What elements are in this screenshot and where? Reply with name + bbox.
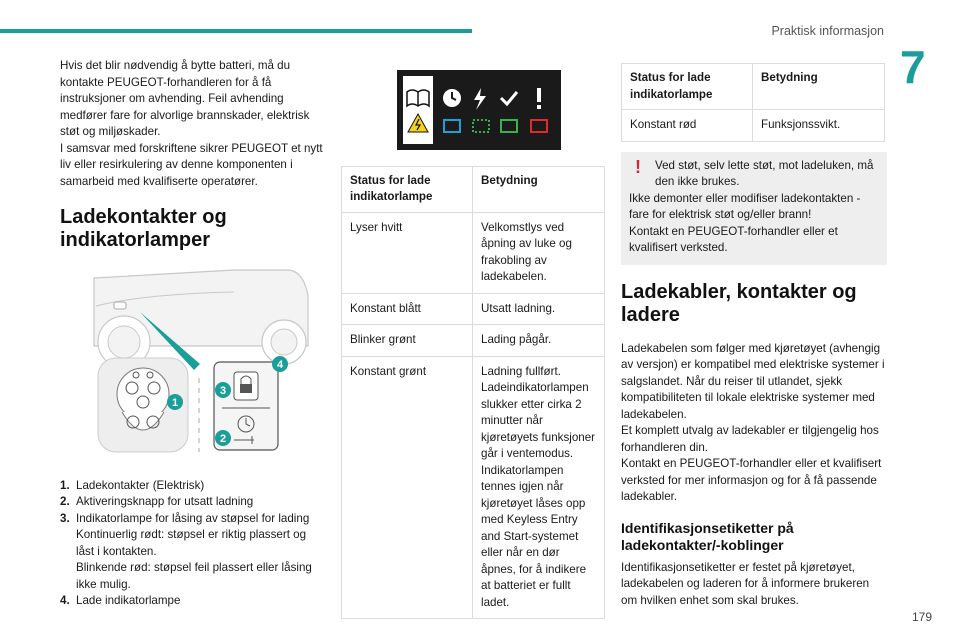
warning-box: [621, 152, 887, 265]
legend-list: [60, 478, 324, 610]
callout-badge-2: [215, 430, 231, 446]
svg-text:3: 3: [219, 385, 227, 397]
body-paragraph-3: Kontakt en PEUGEOT-forhandler eller et kvalifisert verksted for mer informasjon og for å få passende ladekabler.: [621, 457, 882, 503]
svg-text:1: 1: [171, 397, 179, 409]
chapter-number: 7: [900, 41, 926, 93]
table-row: Lyser hvitt Velkomstlys ved åpning av luke og frakobling av ladekabelen.: [342, 212, 605, 293]
warning-text-2: Ikke demonter eller modifiser ladekontakten - fare for elektrisk støt og/eller brann!: [629, 191, 861, 221]
section-heading-charging-sockets: Ladekontakter og indikatorlamper: [60, 206, 227, 251]
callout-badge-1: [167, 394, 183, 410]
manual-book-icon: [403, 76, 433, 144]
table-row: Konstant rød Funksjonssvikt.: [622, 110, 885, 142]
table-header-status: Status for lade indikatorlampe: [622, 64, 753, 110]
table-header-meaning: Betydning: [473, 166, 605, 212]
status-table: [341, 166, 605, 620]
indicator-lamp-panel: [397, 70, 561, 150]
table-row: Konstant grønt Ladning fullført. Ladeindikatorlampen slukker etter cirka 2 minutter når kjøretøyets funksjoner går i ventemodus. Indikatorlampen tennes igjen når kjøretøyet låses opp med Keyless Entry and Start-systemet eller når en dør åpnes, for å indikere at batteriet er fullt ladet.: [342, 356, 605, 619]
intro-paragraph-1: Hvis det blir nødvendig å bytte batteri, må du kontakte PEUGEOT-forhandleren for å få instruksjoner om avhending. Feil avhending medfører fare for alvorlige brannskader, elektrisk støt og miljøskader.: [60, 59, 310, 138]
svg-text:2: 2: [219, 433, 227, 445]
warning-text-1: Ved støt, selv lette støt, mot ladeluken, må den ikke brukes.: [655, 158, 874, 188]
callout-badge-3: [215, 382, 231, 398]
clock-icon: [443, 89, 461, 107]
page-number: 179: [911, 610, 932, 624]
legend-item: 4. Lade indikatorlampe: [60, 594, 181, 607]
subheading-identification-labels: Identifikasjonsetiketter på ladekontakter/-koblinger: [621, 519, 794, 553]
body-paragraph-2: Et komplett utvalg av ladekabler er tilgjengelig hos forhandleren din.: [621, 424, 879, 454]
column-right: [621, 63, 887, 609]
header-accent-bar: [0, 29, 472, 33]
sub-body-paragraph: Identifikasjonsetiketter er festet på kjøretøyet, ladekabelen og laderen for å informere brukeren om hvilken enhet som skal brukes.: [621, 560, 870, 607]
section-heading-cables: Ladekabler, kontakter og ladere: [621, 280, 857, 326]
warning-exclamation-icon: !: [635, 156, 641, 177]
intro-paragraph-2: I samsvar med forskriftene sikrer PEUGEOT et nytt liv eller resirkulering av denne komponenten i samarbeid med kvalifiserte operatører.: [60, 141, 323, 188]
legend-item: Blinkende rød: støpsel feil plassert eller låsing ikke mulig.: [76, 561, 312, 591]
status-table-continued: [621, 63, 885, 142]
column-middle: [341, 70, 605, 619]
table-header-status: Status for lade indikatorlampe: [342, 166, 473, 212]
warning-text-3: Kontakt en PEUGEOT-forhandler eller et kvalifisert verksted.: [629, 224, 838, 254]
body-paragraph-1: Ladekabelen som følger med kjøretøyet (avhengig av versjon) er kompatibel med elektriske systemer i salgslandet. Når du reiser til utlandet, sjekk kompatibiliteten til lokale elektriske systemer med ladekabelen.: [621, 341, 885, 421]
table-header-row: [342, 166, 605, 212]
callout-badge-4: [272, 356, 288, 372]
column-left: [60, 58, 324, 610]
table-row: Blinker grønt Lading pågår.: [342, 325, 605, 357]
charging-socket-illustration: [84, 266, 314, 456]
section-title: Praktisk informasjon: [771, 24, 884, 38]
legend-item: 1. Ladekontakter (Elektrisk): [60, 478, 205, 492]
table-header-meaning: Betydning: [753, 64, 885, 110]
legend-item: 3. Indikatorlampe for låsing av støpsel for lading: [60, 511, 310, 525]
svg-text:4: 4: [276, 359, 284, 371]
table-header-row: [622, 64, 885, 110]
exclamation-icon: [537, 88, 541, 109]
table-row: Konstant blått Utsatt ladning.: [342, 293, 605, 325]
legend-item: 2. Aktiveringsknapp for utsatt ladning: [60, 495, 254, 508]
legend-item: Kontinuerlig rødt: støpsel er riktig plassert og låst i kontakten.: [76, 528, 307, 558]
